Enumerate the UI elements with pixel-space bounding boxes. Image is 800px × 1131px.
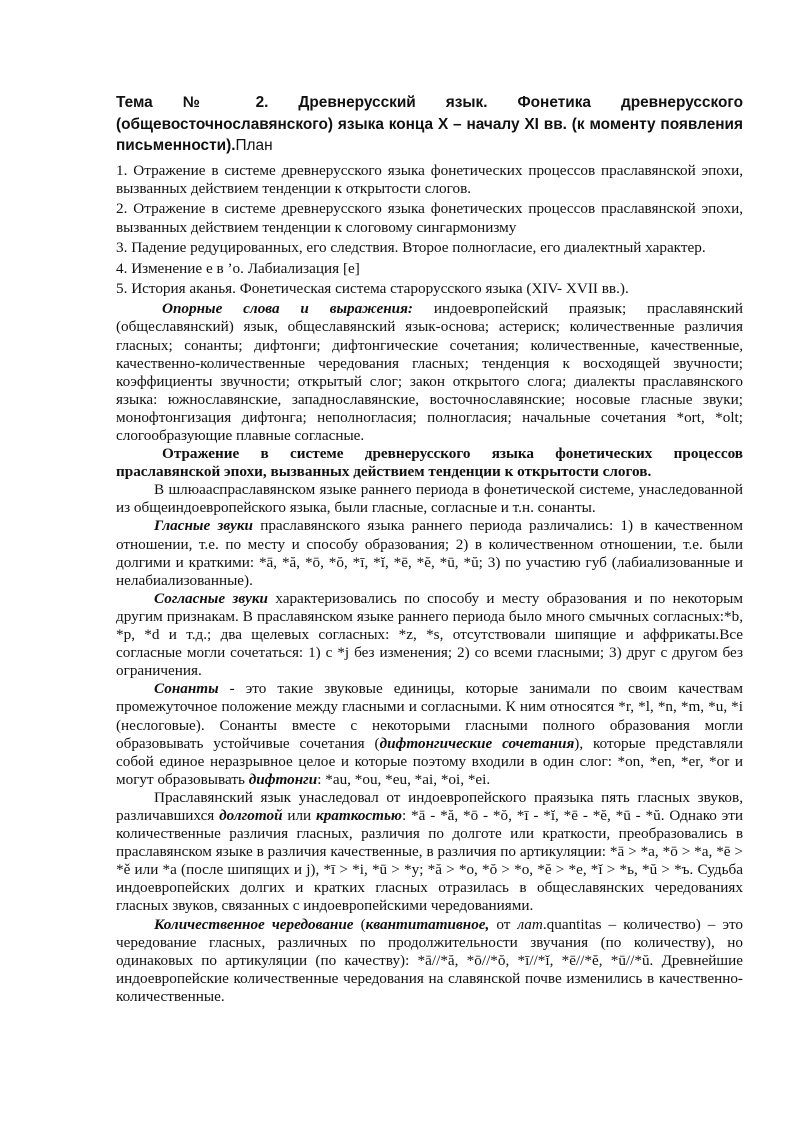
length-term-1: долготой — [219, 806, 283, 824]
keywords-label: Опорные слова и выражения: — [162, 300, 413, 318]
quant-term-1: Количественное чередование — [154, 915, 354, 933]
length-text-2: или — [282, 806, 317, 824]
plan-label: План — [235, 137, 273, 154]
quant-abbr: лат — [517, 915, 543, 933]
plan-item-1: 1. Отражение в системе древнерусского языка фонетических процессов праславянской эпохи, вызванных действием тенденции к открытости слогов. — [116, 161, 743, 197]
keywords-text: индоевропейский праязык; праславянский (общеславянский) язык, общеславянский язык-основа; астериск; количественные различия гласных; сонанты; дифтонги; дифтонгические сочетания; количественные, качественные, качественно-количественные чередования гласных; тенденция к восходящей звучности; коэффициенты звучности; открытый слог; закон открытого слога; диалекты праславянского языка: южнославянские, западнославянские, восточнославянские; носовые гласные звуки; монофтонгизация дифтонга; неполногласия; полногласия; начальные сочетания *ort, *olt; слогообразующие плавные согласные. — [116, 300, 743, 444]
plan-item-4: 4. Изменение е в ’о. Лабиализация [е] — [116, 259, 360, 277]
sonants-text-1: - это такие звуковые единицы, которые занимали по своим качествам промежуточное положение между гласными и согласными. К ним относятся *r, *l, *n, *m, *u, *i (неслоговые). Сонанты вместе с некоторыми гласными полного образования могли образовывать устойчивые сочетания ( — [116, 680, 743, 752]
sonants-term-3: дифтонги — [248, 770, 318, 788]
sonants-term: Сонанты — [154, 680, 219, 698]
sonants-text-3: : *au, *ou, *eu, *ai, *oi, *ei. — [317, 770, 491, 788]
plan-item-2: 2. Отражение в системе древнерусского языка фонетических процессов праславянской эпохи, вызванных действием тенденции к слоговому сингармонизму — [116, 200, 743, 236]
quant-text-1: ( — [353, 915, 366, 933]
plan-item-3: 3. Падение редуцированных, его следствия. Второе полногласие, его диалектный характер. — [116, 239, 706, 257]
plan-list — [116, 162, 743, 299]
length-text-1: Праславянский язык унаследовал от индоевропейского праязыка пять гласных звуков, различавшихся — [116, 788, 743, 824]
consonants-term: Согласные звуки — [154, 589, 268, 607]
sonants-paragraph — [116, 680, 743, 789]
sonants-text-2: ), которые представляли собой единое неразрывное целое и которые поэтому входили в один слог: *on, *en, *er, *or и могут образовывать — [116, 734, 743, 788]
quant-term-2: квантитативное, — [365, 915, 490, 933]
length-paragraph — [116, 789, 743, 916]
length-term-2: краткостью — [316, 806, 403, 824]
sonants-term-2: дифтонгические сочетания — [379, 734, 575, 752]
consonants-paragraph — [116, 590, 743, 680]
quant-text-3: .quantitas – количество) – это чередование гласных, различных по продолжительности звучания (по количеству), но одинаковых по артикуляции (по качеству): *ā//*ă, *ō//*ŏ, *ī//*ĭ, *ē//*ĕ, *ū//*ŭ. Древнейшие индоевропейские количественные чередования на славянской почве изменились в качественно-количественные. — [116, 915, 743, 1005]
quant-text-2: от — [489, 915, 518, 933]
vowels-text: праславянского языка раннего периода различались: 1) в качественном отношении, т.е. по месту и способу образования; 2) в количественном отношении, т.е. были долгими и краткими: *ā, *ă, *ō, *ŏ, *ī, *ĭ, *ē, *ĕ, *ū, *ŭ; 3) по участию губ (лабиализованные и нелабиализованные). — [116, 517, 743, 589]
document-title — [116, 92, 743, 157]
document-page — [116, 92, 743, 1006]
vowels-paragraph — [116, 517, 743, 589]
vowels-term: Гласные звуки — [154, 517, 253, 535]
length-text-3: : *ā - *ă, *ō - *ŏ, *ī - *ĭ, *ē - *ĕ, *ū - *ŭ. Однако эти количественные различия гласных, различия по долготе или краткости, преобразовались в праславянском языке в различия качественные, в различия по артикуляции: *ā > *a, *ō > *a, *ē > *ě или *a (после шипящих и j), *ī > *i, *ū > *y; *ă > *o, *ŏ > *o, *ĕ > *e, *ĭ > *ь, *ŭ > *ъ. Судьба индоевропейских долгих и кратких гласных отразилась в общеславянских чередованиях гласных звуков, связанных с индоевропейскими чередованиями. — [116, 806, 744, 915]
title-text: Тема № 2. Древнерусский язык. Фонетика древнерусского (общевосточнославянского) языка конца X – началу XI вв. (к моменту появления письменности). — [116, 94, 743, 154]
quant-paragraph — [116, 916, 743, 1006]
keywords-paragraph — [116, 300, 743, 445]
plan-item-5: 5. История аканья. Фонетическая система старорусского языка (XIV- XVII вв.). — [116, 279, 629, 297]
intro-paragraph: В шлюааспраславянском языке раннего периода в фонетической системе, унаследованной из общеиндоевропейского языка, были гласные, согласные и т.н. сонанты. — [116, 481, 743, 517]
consonants-text: характеризовались по способу и месту образования и по некоторым другим признакам. В праславянском языке раннего периода было много смычных согласных:*b, *p, *d и т.д.; два щелевых согласных: *z, *s, отсутствовали шипящие и аффрикаты.Все согласные могли сочетаться: 1) с *j без изменения; 2) со всеми гласными; 3) друг с другом без ограничения. — [116, 589, 743, 680]
section-heading: Отражение в системе древнерусского языка фонетических процессов праславянской эпохи, вызванных действием тенденции к открытости слогов. — [116, 445, 743, 481]
